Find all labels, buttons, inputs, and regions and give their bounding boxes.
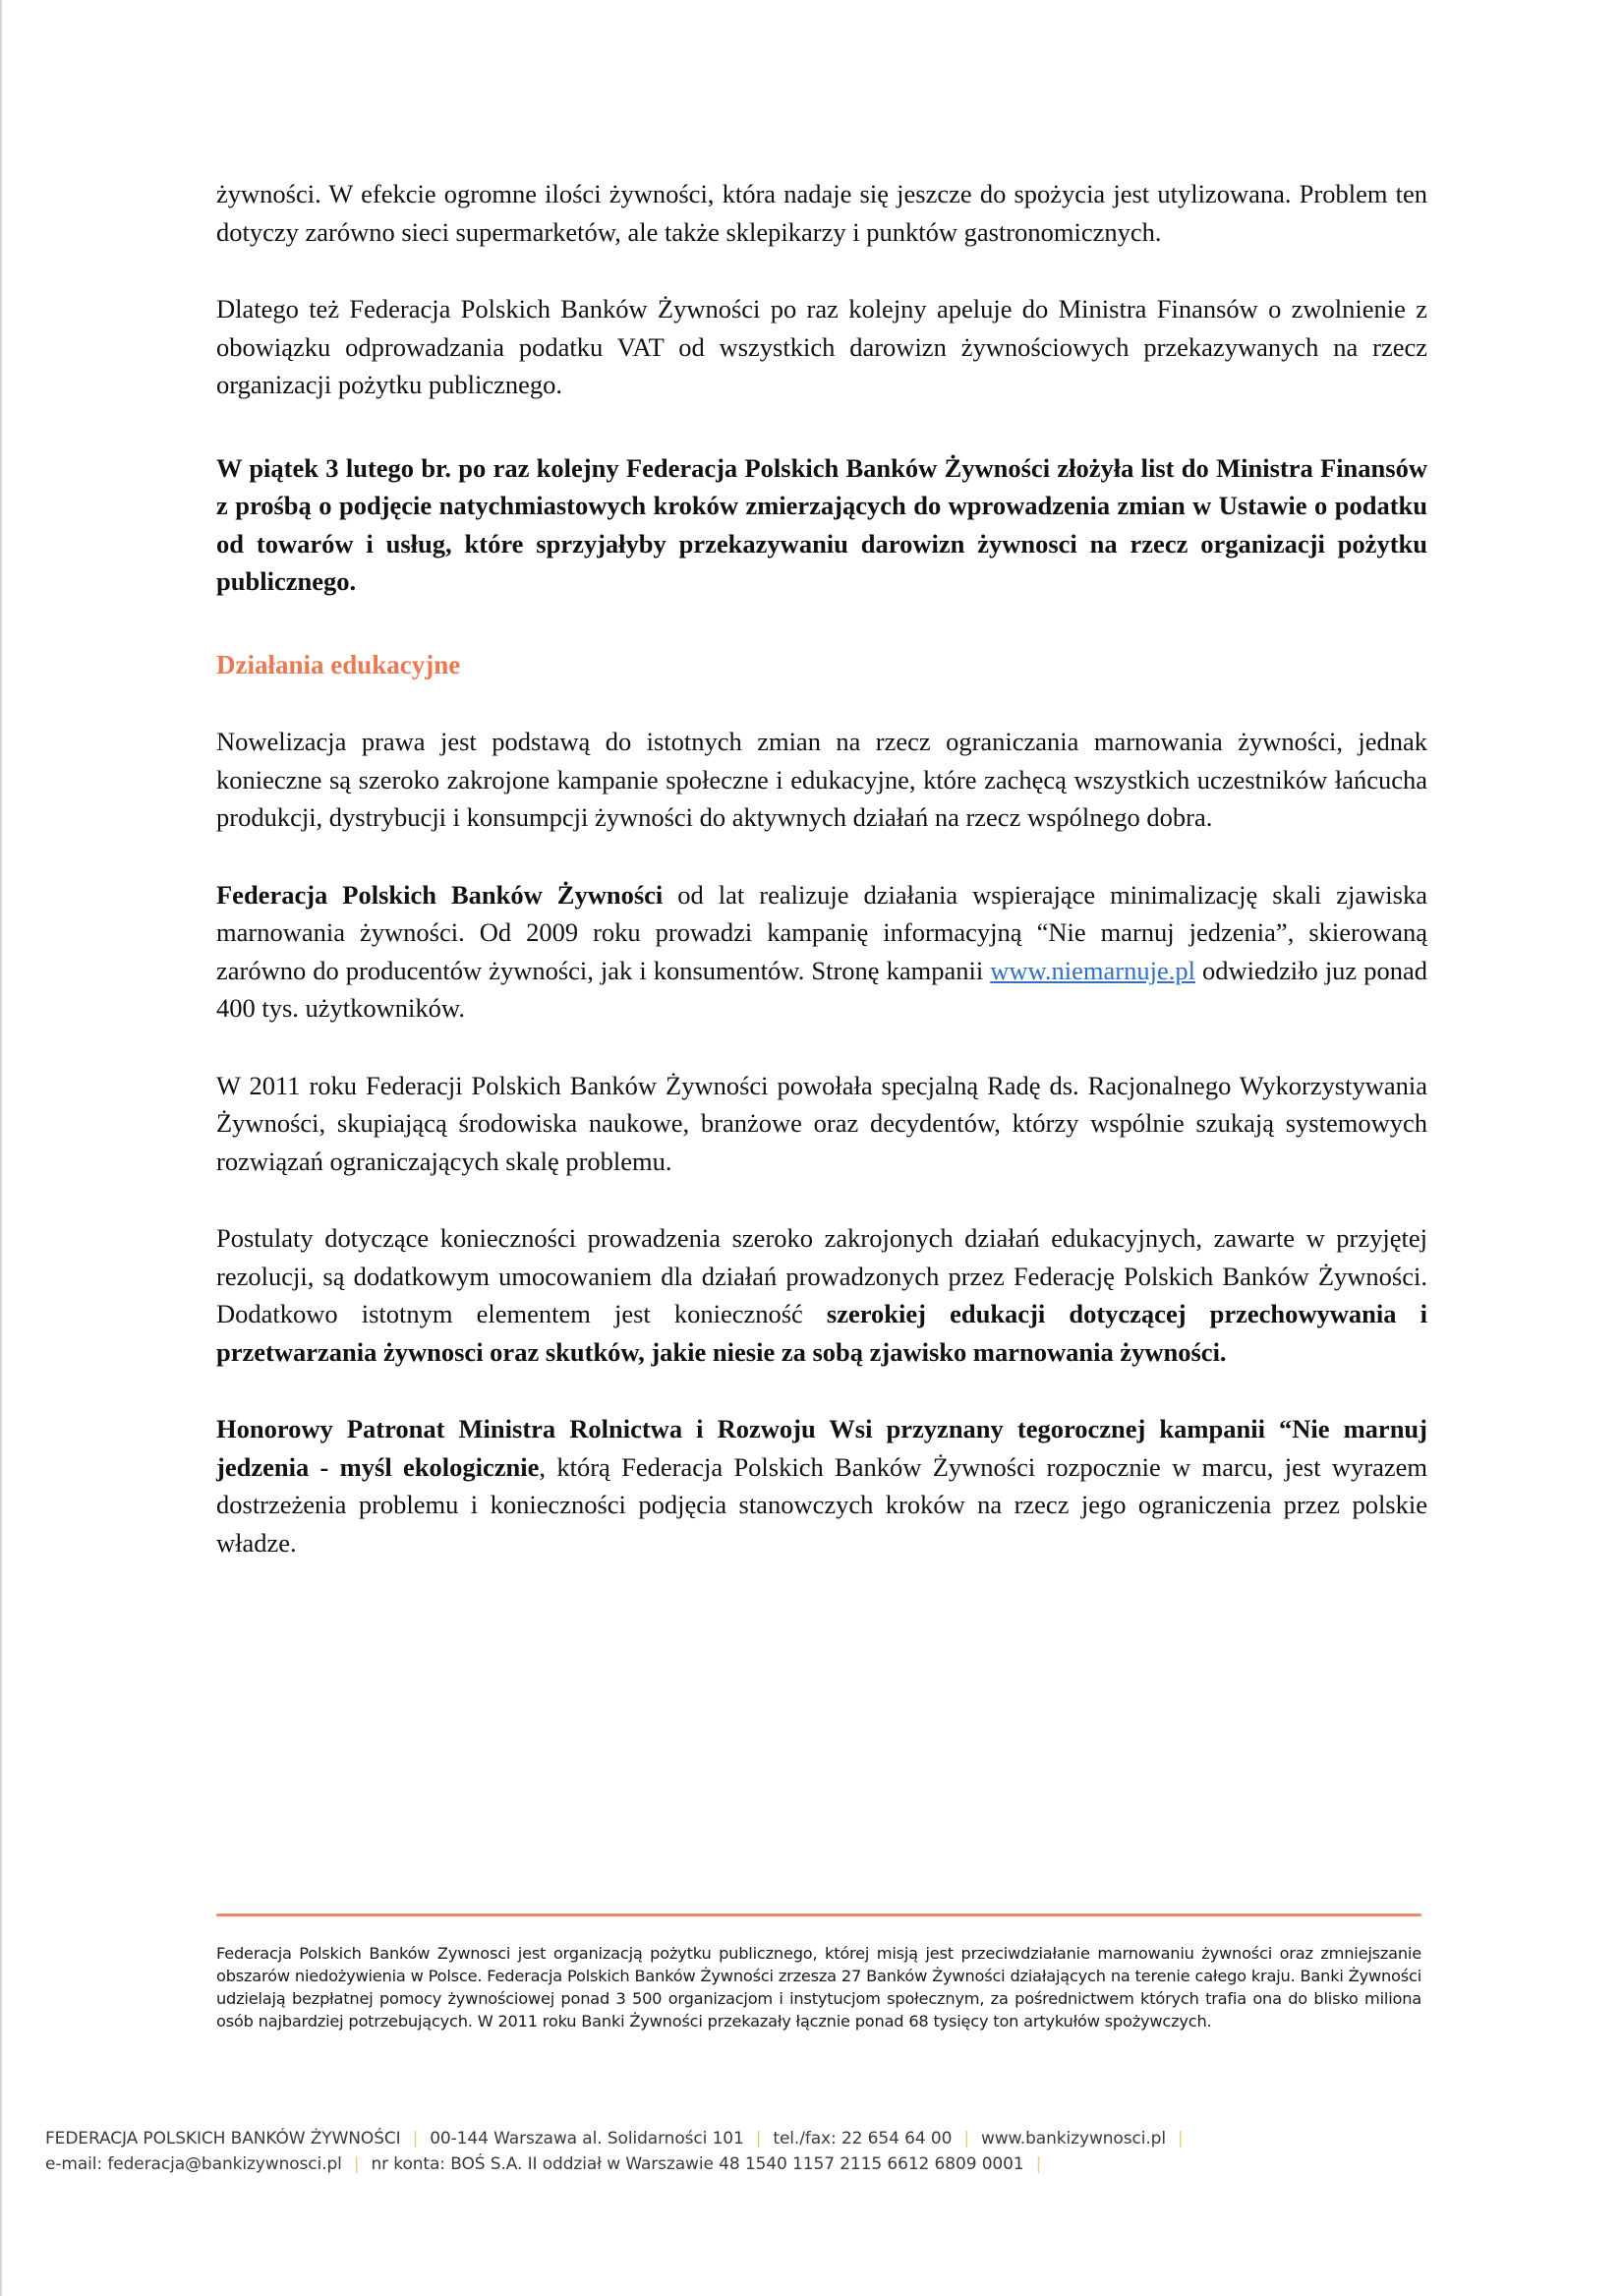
paragraph-patronage [216, 1410, 1427, 1561]
document-body [216, 175, 1427, 1601]
campaign-text-end: odwiedziło juz ponad 400 tys. użytkowników. [216, 955, 1427, 1023]
campaign-text: od lat realizuje działania wspierające minimalizację skali zjawiska marnowania żywności. Od 2009 roku prowadzi kampanię informacyjną “Nie marnuj jedzenia”, skierowaną zarówno do producentów żywności, jak i konsumentów. Stronę kampanii [216, 879, 1427, 985]
footer-phone: tel./fax: 22 654 64 00 [773, 2129, 953, 2149]
paragraph-postulates [216, 1219, 1427, 1371]
footer-divider [216, 1913, 1421, 1916]
footer-line-2 [45, 2151, 1598, 2177]
footer-email[interactable]: e-mail: federacja@bankizywnosci.pl [45, 2154, 342, 2174]
separator: | [1177, 2129, 1184, 2149]
separator: | [1035, 2154, 1042, 2174]
postulates-text: Postulaty dotyczące konieczności prowadzenia szeroko zakrojonych działań edukacyjnych, zawarte w przyjętej rezolucji, są dodatkowym umocowaniem dla działań prowadzonych przez Federację Polskich Banków Żywności. Dodatkowo istotnym elementem jest konieczność [216, 1223, 1427, 1328]
section-heading: Działania edukacyjne [216, 649, 461, 679]
separator: | [963, 2129, 969, 2149]
campaign-website-link[interactable]: www.niemarnuje.pl [990, 955, 1195, 985]
patronage-bold: Honorowy Patronat Ministra Rolnictwa i Rozwoju Wsi przyznany tegorocznej kampanii “Nie marnuj jedzenia - myśl ekologicznie [216, 1414, 1427, 1482]
footer-line-1 [45, 2126, 1598, 2151]
footer-bank-account: nr konta: BOŚ S.A. II oddział w Warszawie 48 1540 1157 2115 6612 6809 0001 [371, 2154, 1024, 2174]
postulates-bold: szerokiej edukacji dotyczącej przechowywania i przetwarzania żywnosci oraz skutków, jakie niesie za sobą zjawisko marnowania żywności. [216, 1299, 1427, 1367]
letterhead-footer [45, 2126, 1598, 2177]
paragraph-law-amendment: Nowelizacja prawa jest podstawą do istotnych zmian na rzecz ograniczania marnowania żywności, jednak konieczne są szeroko zakrojone kampanie społeczne i edukacyjne, które zachęcą wszystkich uczestników łańcucha produkcji, dystrybucji i konsumpcji żywności do aktywnych działań na rzecz wspólnego dobra. [216, 727, 1427, 832]
paragraph-campaign [216, 876, 1427, 1028]
footer-address: 00-144 Warszawa al. Solidarności 101 [430, 2129, 744, 2149]
paragraph-letter-to-minister: W piątek 3 lutego br. po raz kolejny Federacja Polskich Banków Żywności złożyła list do Ministra Finansów z prośbą o podjęcie natychmiastowych kroków zmierzających do wprowadzenia zmian w Ustawie o podatku od towarów i usług, które sprzyjałyby przekazywaniu darowizn żywnosci na rzecz organizacji pożytku publicznego. [216, 452, 1427, 596]
org-name-bold: Federacja Polskich Banków Żywności [216, 879, 664, 910]
separator: | [412, 2129, 419, 2149]
footer-org-name: FEDERACJA POLSKICH BANKÓW ŻYWNOŚCI [45, 2129, 401, 2149]
patronage-text: , którą Federacja Polskich Banków Żywności rozpocznie w marcu, jest wyrazem dostrzeżenia problemu i konieczności podjęcia stanowczych kroków na rzecz jego ograniczenia przez polskie władze. [216, 1451, 1427, 1558]
separator: | [755, 2129, 762, 2149]
paragraph-council: W 2011 roku Federacji Polskich Banków Żywności powołała specjalną Radę ds. Racjonalnego Wykorzystywania Żywności, skupiającą środowiska naukowe, branżowe oraz decydentów, którzy wspólnie szukają systemowych rozwiązań ograniczających skalę problemu. [216, 1070, 1427, 1176]
organization-note: Federacja Polskich Banków Zywnosci jest organizacją pożytku publicznego, której misją jest przeciwdziałanie marnowaniu żywności oraz zmniejszanie obszarów niedożywienia w Polsce. Federacja Polskich Banków Żywności zrzesza 27 Banków Żywności działających na terenie całego kraju. Banki Żywności udzielają bezpłatnej pomocy żywnościowej ponad 3 500 organizacjom i instytucjom społecznym, za pośrednictwem których trafia ona do blisko miliona osób najbardziej potrzebujących. W 2011 roku Banki Żywności przekazały łącznie ponad 68 tysięcy ton artykułów spożywczych. [216, 1944, 1421, 2031]
separator: | [353, 2154, 360, 2174]
paragraph-vat-appeal: Dlatego też Federacja Polskich Banków Żywności po raz kolejny apeluje do Ministra Finansów o zwolnienie z obowiązku odprowadzania podatku VAT od wszystkich darowizn żywnościowych przekazywanych na rzecz organizacji pożytku publicznego. [216, 294, 1427, 399]
paragraph-food-waste: żywności. W efekcie ogromne ilości żywności, która nadaje się jeszcze do spożycia jest utylizowana. Problem ten dotyczy zarówno sieci supermarketów, ale także sklepikarzy i punktów gastronomicznych. [216, 179, 1427, 247]
footer-website[interactable]: www.bankizywnosci.pl [980, 2129, 1166, 2149]
